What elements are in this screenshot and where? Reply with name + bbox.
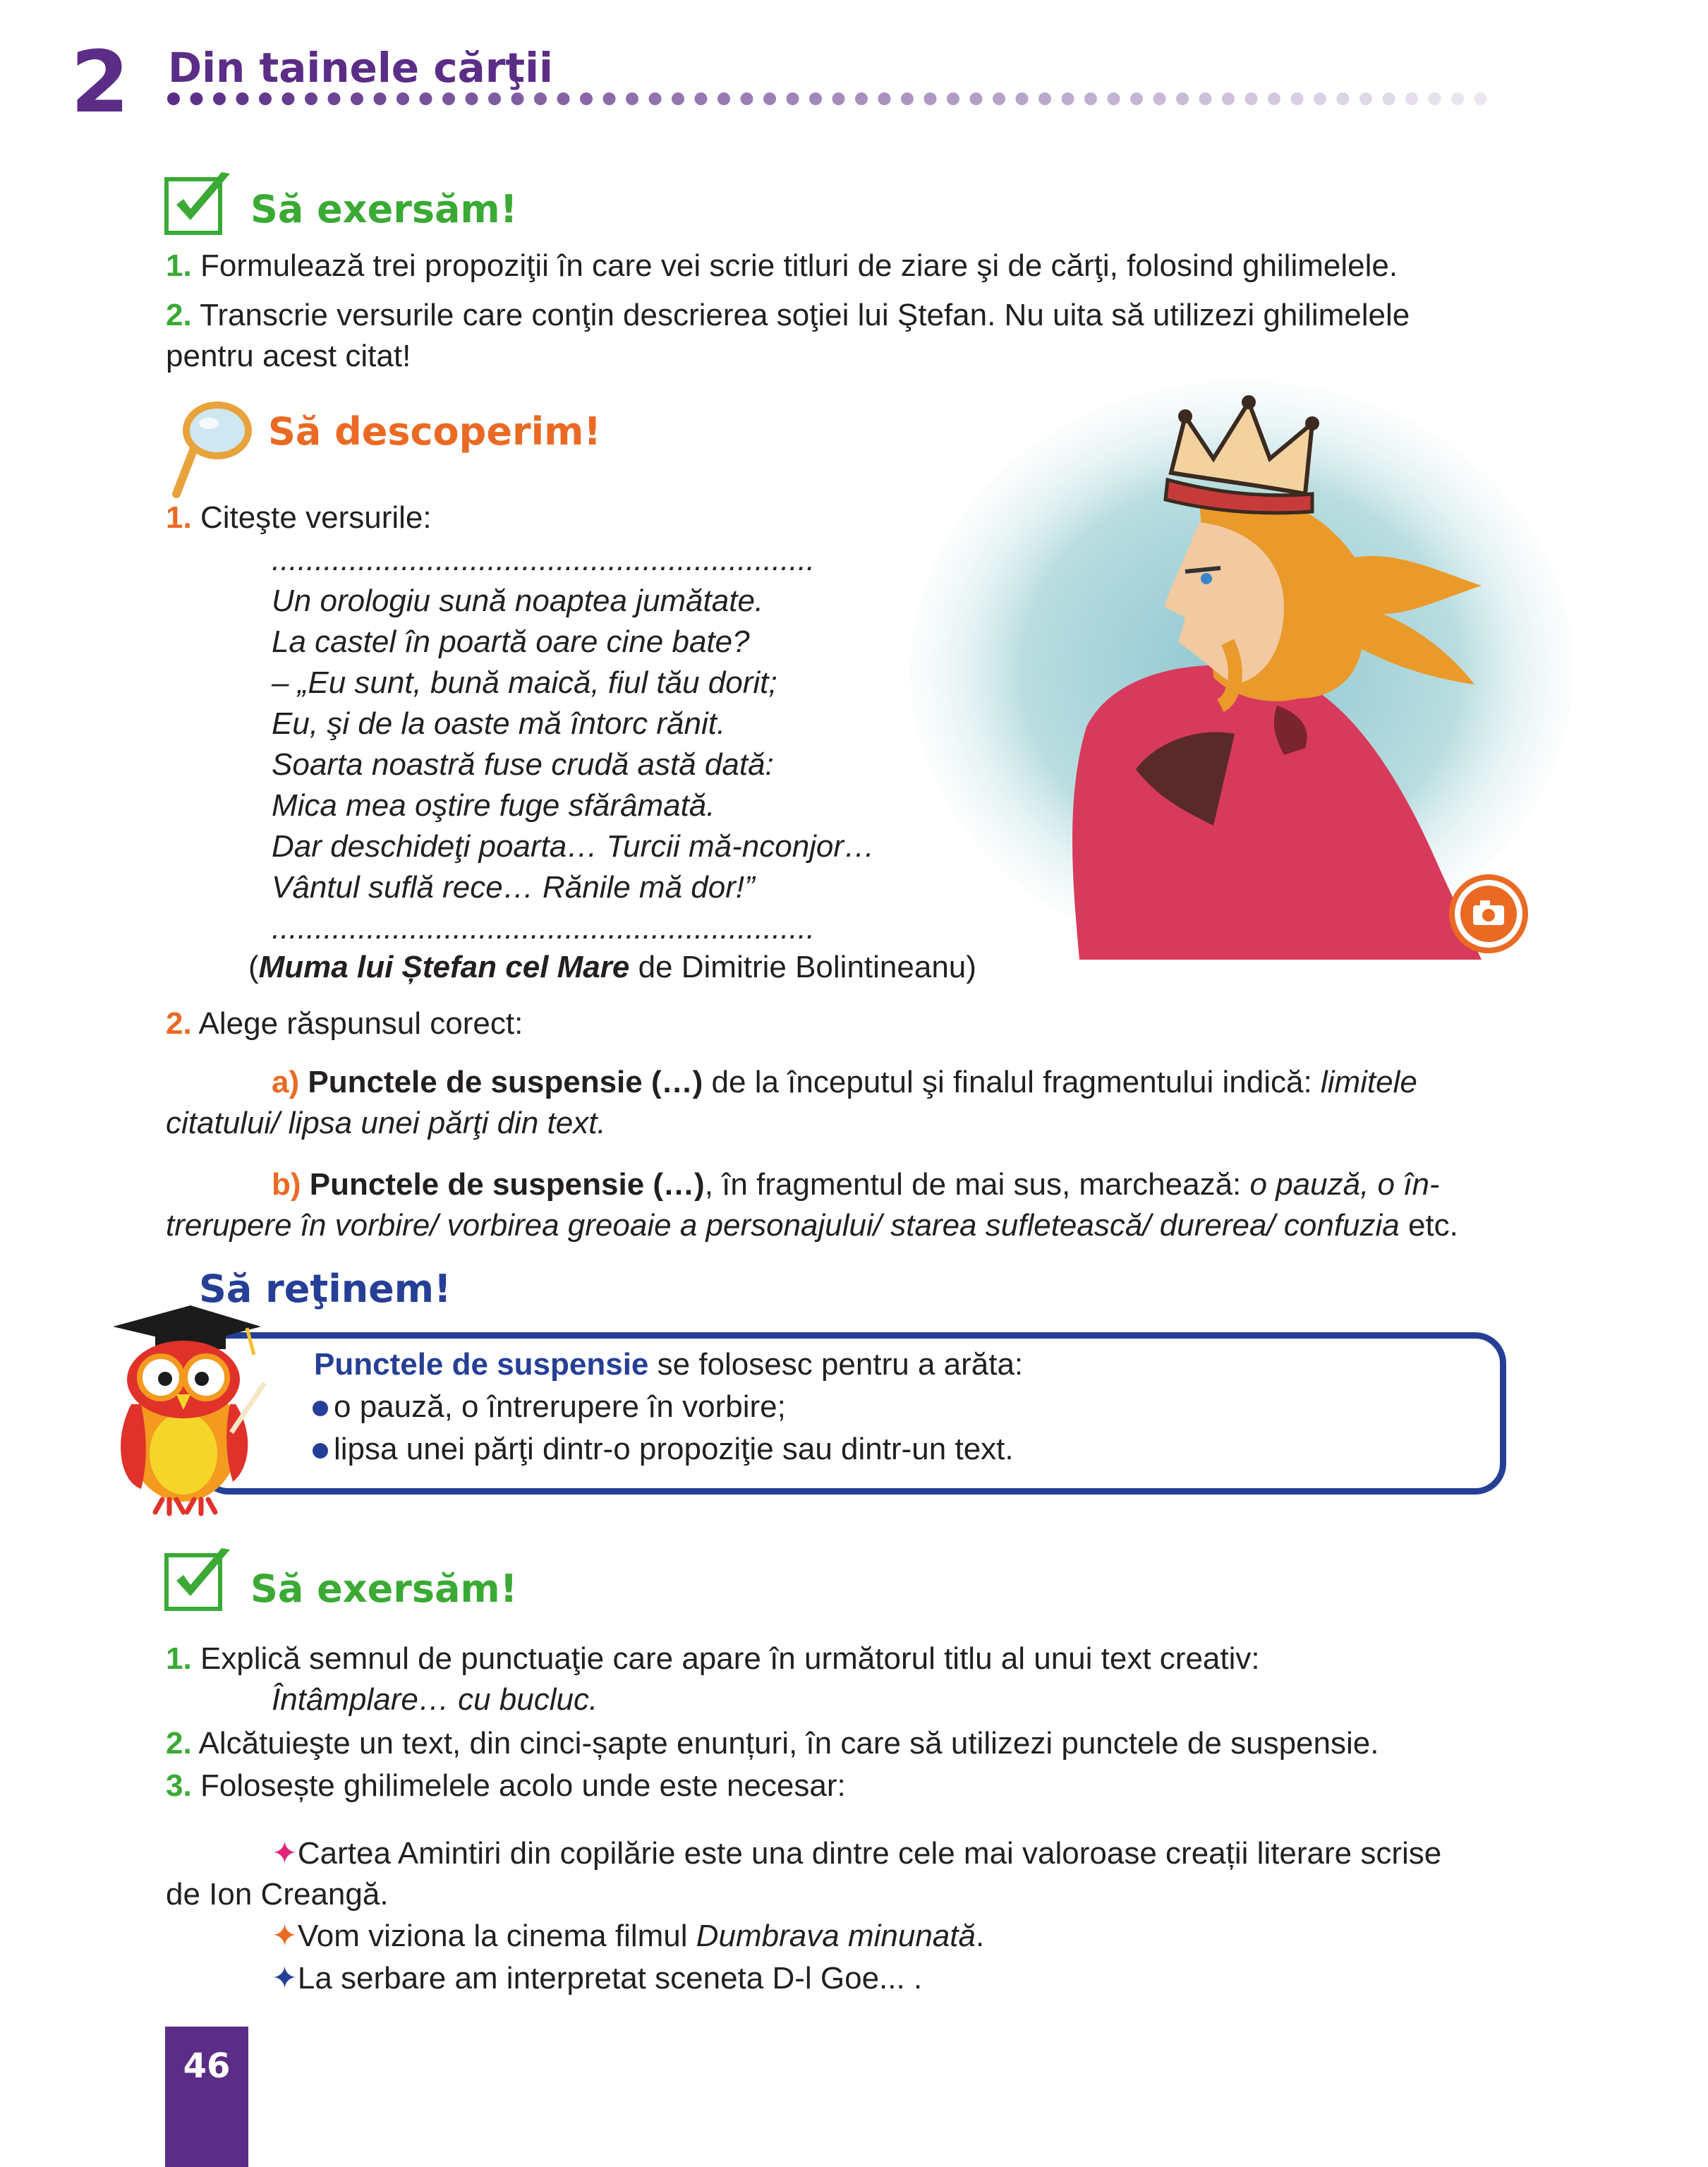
dotted-divider — [165, 90, 1491, 107]
sentence-3: ✦La serbare am interpretat sceneta D-l Goe... . — [272, 1961, 923, 1996]
divider-dot — [717, 92, 730, 105]
divider-dot — [557, 92, 570, 105]
divider-dot — [1383, 92, 1395, 105]
star-icon: ✦ — [272, 1919, 298, 1953]
poem-line: Mica mea oştire fuge sfărâmată. — [272, 788, 715, 823]
divider-dot — [167, 92, 180, 105]
checkmark-icon — [164, 169, 234, 240]
divider-dot — [832, 92, 845, 105]
star-icon: ✦ — [272, 1961, 298, 1996]
divider-dot — [855, 92, 868, 105]
page-number: 46 — [183, 2046, 231, 2086]
divider-dot — [603, 92, 616, 105]
divider-dot — [1062, 92, 1074, 105]
divider-dot — [351, 92, 363, 105]
retinem-lead: Punctele de suspensie se folosesc pentru a arăta: — [314, 1347, 1024, 1382]
exersam1-item-1: 1. Formulează trei propoziţii în care vei scrie titluri de ziare şi de cărţi, folosind ghilimelele. — [166, 248, 1398, 283]
divider-dot — [190, 92, 203, 105]
divider-dot — [672, 92, 684, 105]
divider-dot — [1222, 92, 1235, 105]
divider-dot — [442, 92, 455, 105]
checkmark-icon — [164, 1545, 234, 1616]
divider-dot — [236, 92, 249, 105]
divider-dot — [1038, 92, 1051, 105]
poem — [272, 540, 875, 949]
exersam2-item-2: 2. Alcătuieşte un text, din cinci-șapte enunțuri, în care să utilizezi punctele de suspensie. — [166, 1726, 1379, 1761]
divider-dot — [1405, 92, 1418, 105]
divider-dot — [1016, 92, 1029, 105]
poem-line: Soarta noastră fuse crudă astă dată: — [272, 747, 774, 782]
divider-dot — [1429, 92, 1441, 105]
divider-dot — [213, 92, 226, 105]
poem-line: Dar deschideţi poarta… Turcii mă-nconjor… — [272, 829, 876, 864]
divider-dot — [420, 92, 432, 105]
divider-dot — [695, 92, 708, 105]
divider-dot — [305, 92, 317, 105]
divider-dot — [649, 92, 662, 105]
divider-dot — [580, 92, 593, 105]
divider-dot — [1291, 92, 1304, 105]
poem-line: Vântul suflă rece… Rănile mă dor!” — [272, 870, 755, 905]
divider-dot — [1474, 92, 1487, 105]
poem-source: (Muma lui Ștefan cel Mare de Dimitrie Bolintineanu) — [248, 950, 976, 984]
divider-dot — [947, 92, 959, 105]
star-icon: ✦ — [272, 1836, 298, 1871]
divider-dot — [626, 92, 638, 105]
descoperim-q1: 1. Citeşte versurile: — [166, 500, 432, 535]
poem-line: – „Eu sunt, bună maică, fiul tău dorit; — [272, 665, 777, 700]
descoperim-q2: 2. Alege răspunsul corect: — [166, 1006, 523, 1041]
divider-dot — [259, 92, 272, 105]
divider-dot — [1130, 92, 1143, 105]
answer-b: b) Punctele de suspensie (…), în fragmentul de mai sus, marchează: o pauză, o în- trerupere în vorbire/ vorbirea greoaie a personajului/ starea sufletească/ durerea/ confuzia etc. — [166, 1167, 1458, 1243]
section-title-exersam-2: Să exersăm! — [250, 1567, 518, 1611]
retinem-bullet: o pauză, o întrerupere în vorbire; — [313, 1387, 786, 1427]
divider-dot — [1153, 92, 1166, 105]
retinem-bullet: lipsa unei părţi dintr-o propoziţie sau dintr-un text. — [313, 1429, 1014, 1470]
divider-dot — [1108, 92, 1120, 105]
divider-dot — [466, 92, 478, 105]
divider-dot — [1084, 92, 1097, 105]
divider-dot — [488, 92, 501, 105]
divider-dot — [1199, 92, 1212, 105]
divider-dot — [1245, 92, 1258, 105]
divider-dot — [374, 92, 387, 105]
divider-dot — [396, 92, 409, 105]
magnifier-icon — [161, 395, 253, 501]
exersam2-item-1: 1. Explică semnul de punctuaţie care apare în următorul titlu al unui text creativ: Întâmplare… cu bucluc. — [166, 1641, 1260, 1717]
poem-line: Eu, şi de la oaste mă întorc rănit. — [272, 706, 726, 741]
divider-dot — [1268, 92, 1280, 105]
camera-icon — [1460, 886, 1531, 956]
bullet-icon — [313, 1401, 328, 1416]
chapter-title: Din tainele cărţii — [168, 44, 553, 92]
divider-dot — [924, 92, 937, 105]
divider-dot — [741, 92, 753, 105]
section-title-exersam-1: Să exersăm! — [250, 187, 518, 231]
poem-line: Un orologiu sună noaptea jumătate. — [272, 584, 764, 618]
divider-dot — [328, 92, 341, 105]
poem-line: La castel în poartă oare cine bate? — [272, 624, 750, 659]
section-title-descoperim: Să descoperim! — [268, 409, 601, 454]
king-illustration — [903, 374, 1580, 960]
poem-dots-bottom: ............................................................... — [272, 911, 816, 946]
answer-a: a) Punctele de suspensie (…) de la începutul şi finalul fragmentului indică: limitele citatului/ lipsa unei părţi din text. — [166, 1065, 1417, 1140]
divider-dot — [282, 92, 295, 105]
poem-dots-top: ............................................................... — [272, 543, 816, 577]
sentence-1: ✦Cartea Amintiri din copilărie este una dintre cele mai valoroase creații literare scrise de Ion Creangă. — [166, 1836, 1442, 1912]
owl-mascot-icon — [106, 1298, 268, 1517]
divider-dot — [901, 92, 914, 105]
exersam2-item-3: 3. Folosește ghilimelele acolo unde este necesar: — [166, 1768, 846, 1803]
divider-dot — [511, 92, 524, 105]
chapter-number: 2 — [71, 34, 130, 132]
divider-dot — [534, 92, 547, 105]
divider-dot — [763, 92, 776, 105]
divider-dot — [878, 92, 891, 105]
exersam1-item-2: 2. Transcrie versurile care conţin descrierea soţiei lui Ştefan. Nu uita să utilizezi ghilimelele pentru acest citat! — [166, 298, 1410, 373]
sentence-2: ✦Vom viziona la cinema filmul Dumbrava minunată. — [272, 1919, 985, 1953]
divider-dot — [1314, 92, 1326, 105]
divider-dot — [1451, 92, 1464, 105]
divider-dot — [1176, 92, 1189, 105]
section-title-retinem: Să reţinem! — [199, 1267, 452, 1311]
divider-dot — [787, 92, 799, 105]
bullet-icon — [313, 1443, 328, 1459]
divider-dot — [1337, 92, 1350, 105]
divider-dot — [809, 92, 822, 105]
divider-dot — [1359, 92, 1372, 105]
divider-dot — [970, 92, 983, 105]
divider-dot — [993, 92, 1005, 105]
